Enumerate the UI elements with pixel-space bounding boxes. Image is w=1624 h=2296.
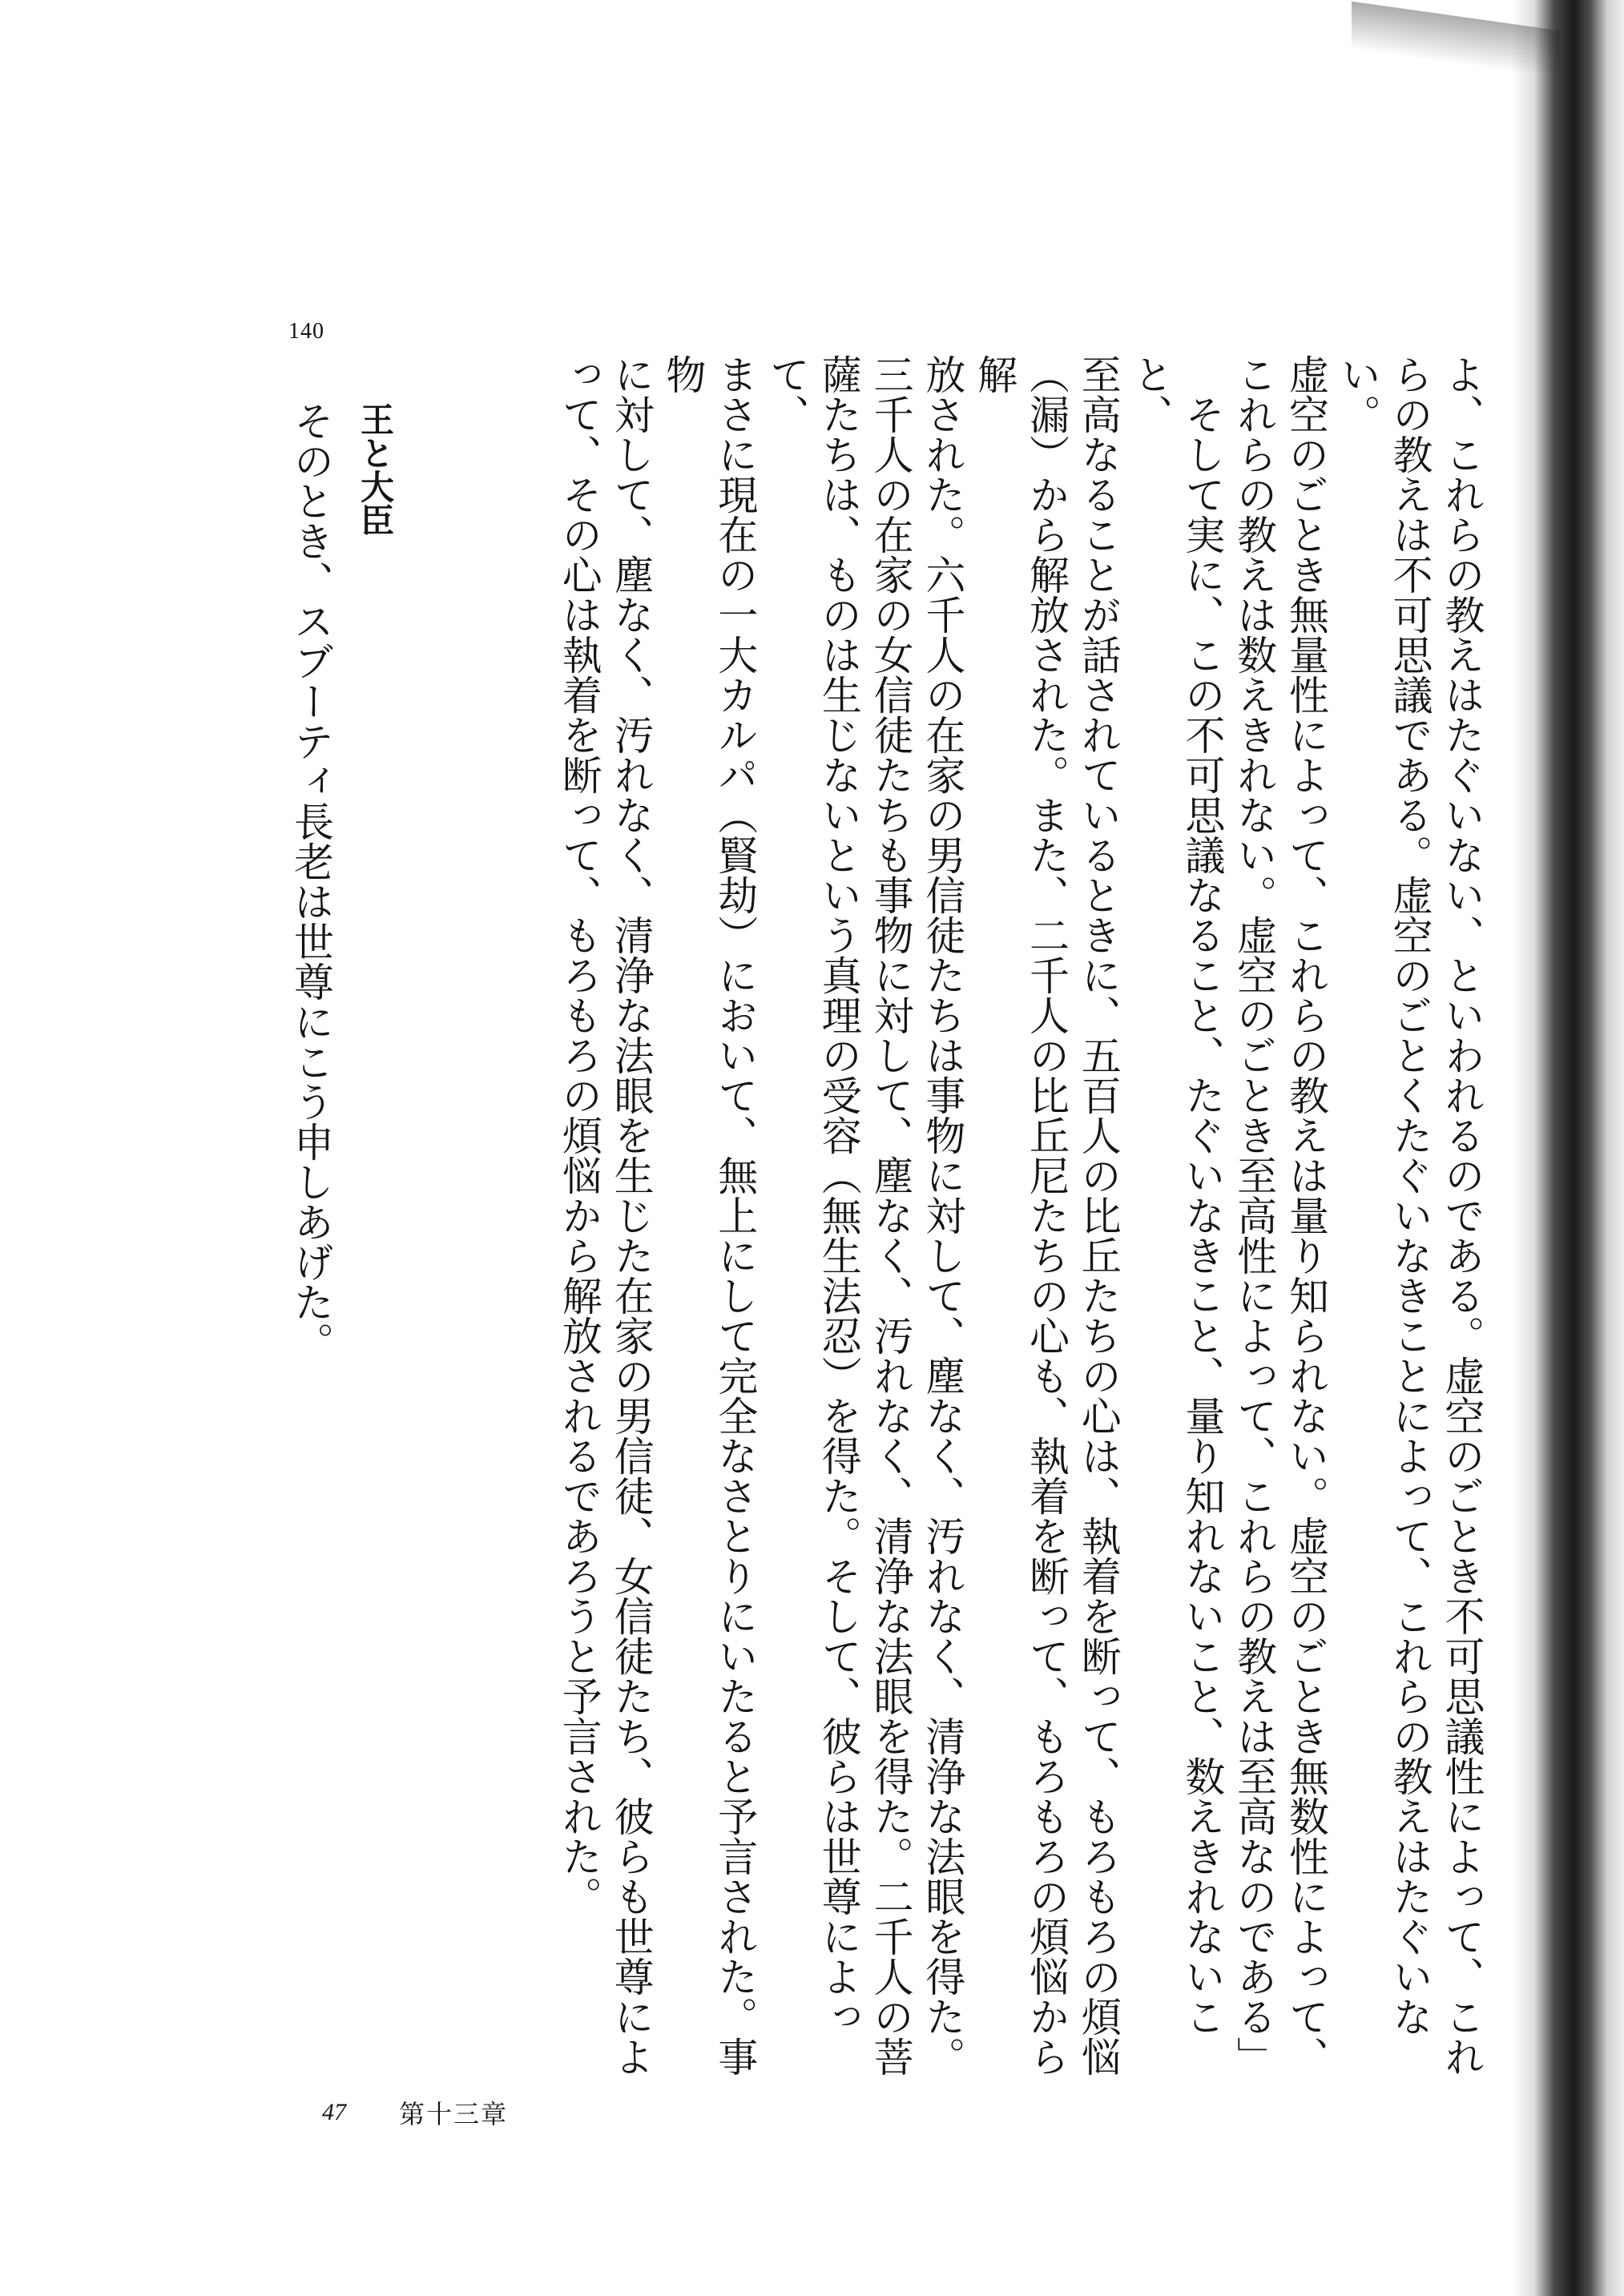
binding-shadow	[1512, 0, 1624, 2296]
section-body-text: そのとき、スブーティ長老は世尊にこう申しあげた。	[288, 401, 334, 1362]
page-number: 140	[288, 319, 324, 344]
footer-note-number: 47	[322, 2099, 346, 2125]
main-body-text: よ、これらの教えはたぐいない、といわれるのである。虚空のごとき不可思議性によって、これ らの教えは不可思議である。虚空のごとくたぐいなきことによって、これらの教えはたぐいない。 虚空のごとき無量性によって、これらの教えは量り知られない。虚空のごとき無数性によって、 これらの教えは数えきれない。虚空のごとき至高性によって、これらの教えは至高なのである」 そして実に、この不可思議なること、たぐいなきこと、量り知れないこと、数えきれないこと、 至高なることが話されているときに、五百人の比丘たちの心は、執着を断って、もろもろの煩悩 （漏）から解放された。また、二千人の比丘尼たちの心も、執着を断って、もろもろの煩悩から解 放された。六千人の在家の男信徒たちは事物に対して、塵なく、汚れなく、清浄な法眼を得た。 三千人の在家の女信徒たちも事物に対して、塵なく、汚れなく、清浄な法眼を得た。二千人の菩 薩たちは、ものは生じないという真理の受容（無生法忍）を得た。そして、彼らは世尊によって、 まさに現在の一大カルパ（賢劫）において、無上にして完全なさとりにいたると予言された。事物 に対して、塵なく、汚れなく、清浄な法眼を生じた在家の男信徒、女信徒たち、彼らも世尊によ って、その心は執着を断って、もろもろの煩悩から解放されるであろうと予言された。	[555, 354, 1485, 2076]
section-heading: 王と大臣	[356, 402, 395, 537]
footer-chapter-title: 第十三章	[399, 2099, 509, 2129]
